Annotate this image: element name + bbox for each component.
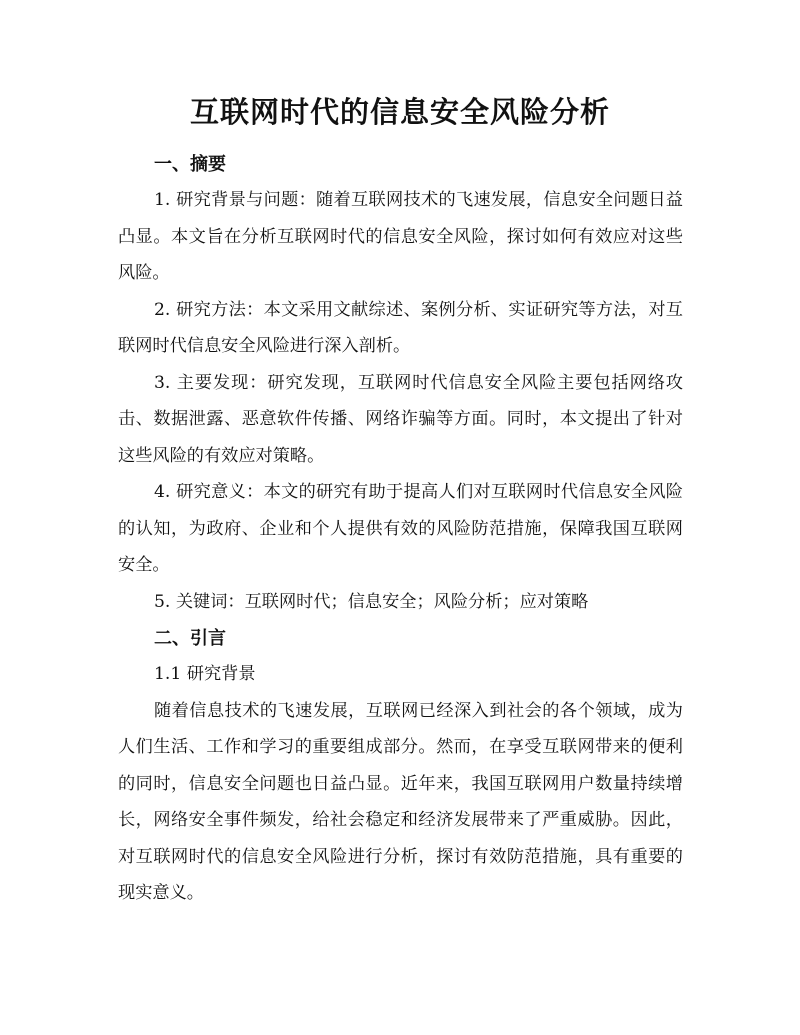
- abstract-paragraph: 4. 研究意义：本文的研究有助于提高人们对互联网时代信息安全风险的认知，为政府、企业和个人提供有效的风险防范措施，保障我国互联网安全。: [118, 482, 683, 575]
- abstract-paragraph: 2. 研究方法：本文采用文献综述、案例分析、实证研究等方法，对互联网时代信息安全风险进行深入剖析。: [118, 299, 683, 356]
- section-heading-abstract: 一、摘要: [154, 154, 226, 175]
- document-title: 互联网时代的信息安全风险分析: [189, 95, 610, 129]
- abstract-paragraph: 1. 研究背景与问题：随着互联网技术的飞速发展，信息安全问题日益凸显。本文旨在分析互联网时代的信息安全风险，探讨如何有效应对这些风险。: [118, 190, 683, 283]
- document-body: [118, 148, 683, 912]
- subsection-heading: 1.1 研究背景: [154, 664, 256, 684]
- introduction-paragraph: 随着信息技术的飞速发展，互联网已经深入到社会的各个领域，成为人们生活、工作和学习的重要组成部分。然而，在享受互联网带来的便利的同时，信息安全问题也日益凸显。近年来，我国互联网用户数量持续增长，网络安全事件频发，给社会稳定和经济发展带来了严重威胁。因此，对互联网时代的信息安全风险进行分析，探讨有效防范措施，具有重要的现实意义。: [118, 700, 683, 903]
- abstract-paragraph: 3. 主要发现：研究发现，互联网时代信息安全风险主要包括网络攻击、数据泄露、恶意软件传播、网络诈骗等方面。同时，本文提出了针对这些风险的有效应对策略。: [118, 372, 683, 466]
- section-heading-introduction: 二、引言: [154, 628, 226, 649]
- keywords-paragraph: 5. 关键词：互联网时代；信息安全；风险分析；应对策略: [154, 591, 589, 612]
